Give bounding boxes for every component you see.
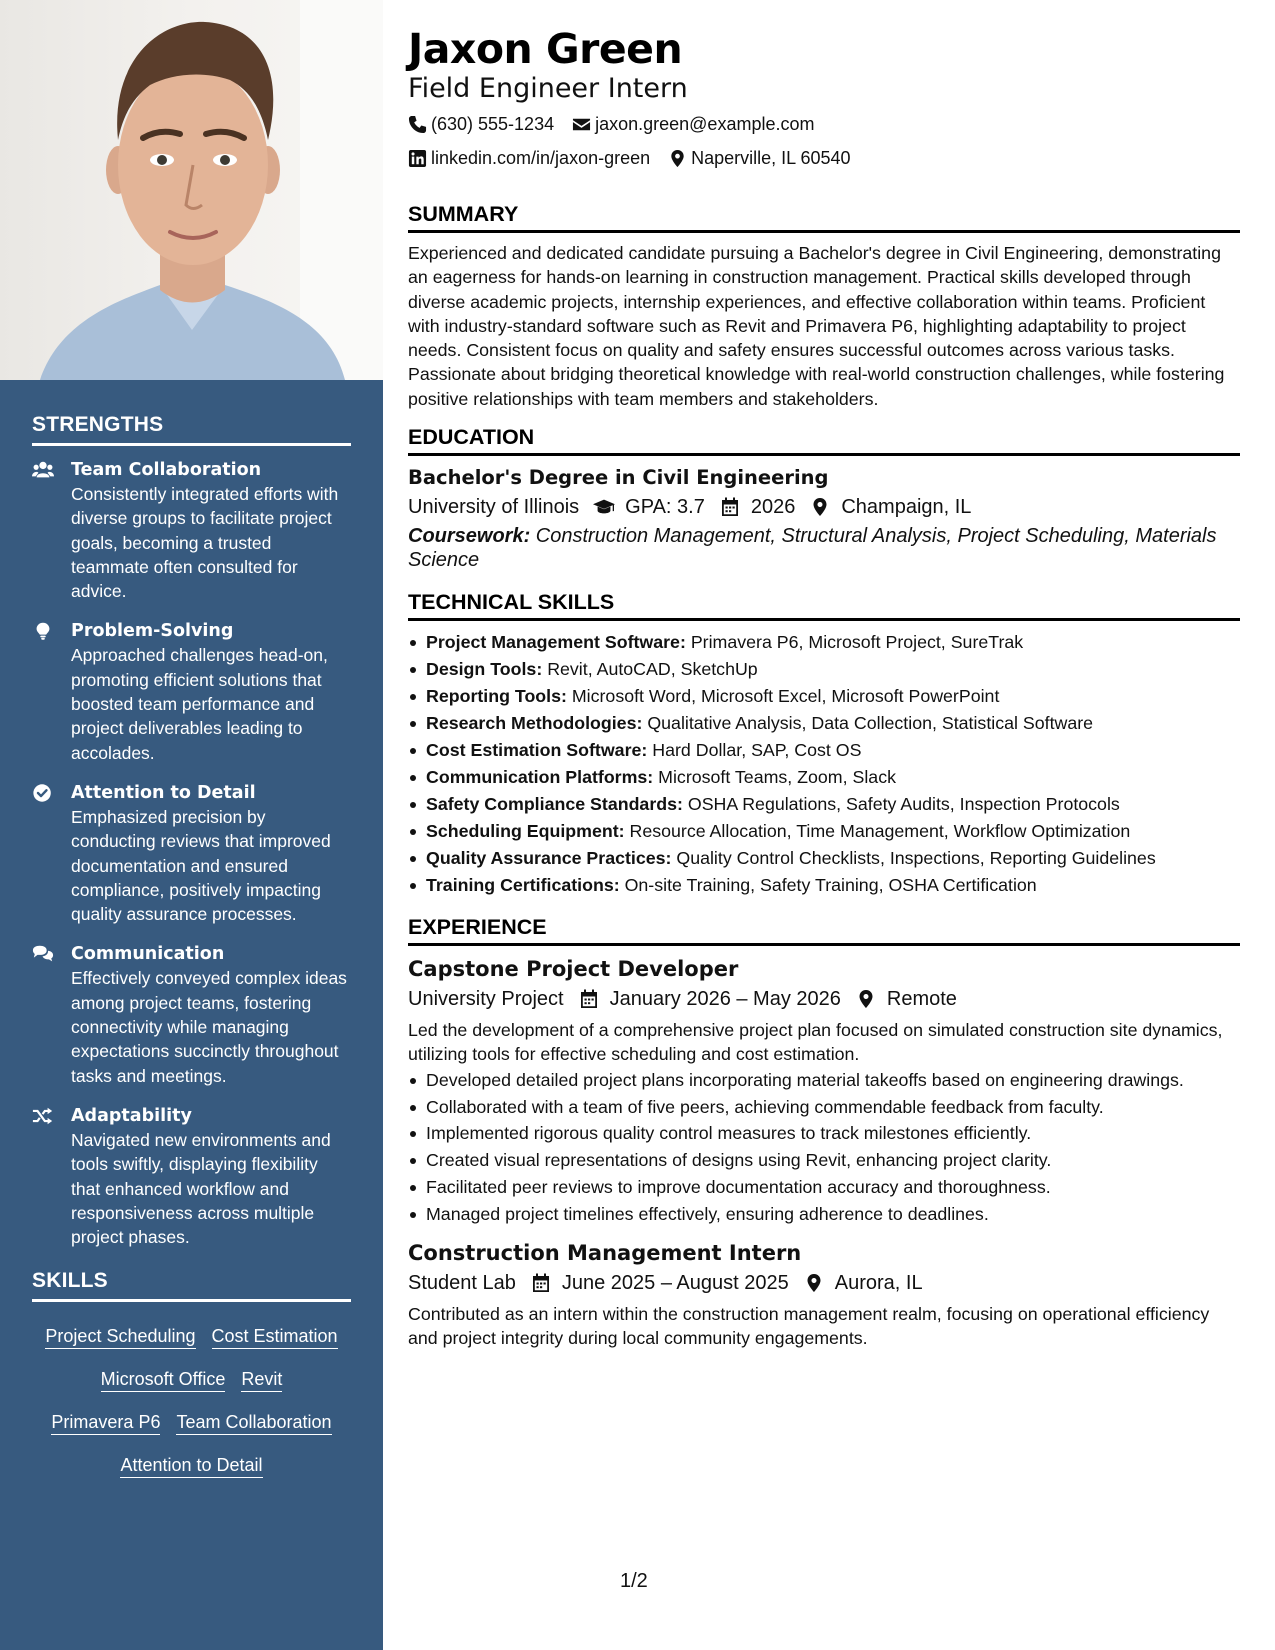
job-description: Led the development of a comprehensive project plan focused on simulated construction site dynamics, utilizing tools for effective scheduling and cost estimation.: [408, 1020, 1223, 1065]
skill-tags: [32, 1314, 351, 1490]
check-circle-icon: [32, 783, 54, 803]
list-item: Project Management Software: Primavera P6, Microsoft Project, SureTrak: [408, 629, 1240, 656]
job-entry: [408, 1238, 1240, 1351]
list-item: Scheduling Equipment: Resource Allocation, Time Management, Workflow Optimization: [408, 818, 1240, 845]
skill-tag: Team Collaboration: [176, 1411, 331, 1435]
job-meta: [408, 984, 1240, 1014]
job-title: Capstone Project Developer: [408, 957, 739, 982]
location-contact: [668, 142, 850, 174]
map-pin-icon: [809, 497, 831, 517]
skill-tag: Microsoft Office: [101, 1368, 226, 1392]
skill-tag: Project Scheduling: [45, 1325, 195, 1349]
contact-row: [408, 142, 1240, 174]
comments-icon: [32, 944, 54, 964]
year-item: [719, 492, 796, 522]
skill-tag: Attention to Detail: [120, 1454, 262, 1478]
year-text: 2026: [750, 496, 796, 519]
linkedin-icon: [408, 149, 427, 168]
list-item: Quality Assurance Practices: Quality Control Checklists, Inspections, Reporting Guidelines: [408, 845, 1240, 872]
strength-title: Team Collaboration: [71, 460, 262, 480]
skill-tag: Revit: [241, 1368, 282, 1392]
strength-item: [32, 1104, 351, 1249]
job-dates: June 2025 – August 2025: [561, 1272, 789, 1295]
strength-text: Consistently integrated efforts with diverse groups to facilitate project goals, becoming a trusted teammate often consulted for advice.: [71, 484, 339, 602]
school-name: University of Illinois: [408, 496, 580, 519]
job-org: University Project: [408, 988, 564, 1011]
edu-location-text: Champaign, IL: [841, 496, 972, 519]
summary-text: Experienced and dedicated candidate pursuing a Bachelor's degree in Civil Engineering, demonstrating an eagerness for hands-on learning in construction management. Practical skills developed through diverse academic projects, internship experiences, and effective collaboration within teams. Proficient with industry-standard software such as Revit and Primavera P6, highlighting adaptability to project needs. Consistent focus on quality and safety ensures successful outcomes across various tasks. Passionate about bridging theoretical knowledge with real-world construction challenges, while fostering positive relationships with team members and stakeholders.: [408, 243, 1225, 409]
calendar-icon: [578, 989, 600, 1009]
phone-contact: [408, 108, 554, 140]
profile-photo: [0, 0, 383, 380]
experience-section: [408, 915, 1240, 1351]
coursework-label: Coursework:: [408, 525, 531, 548]
strength-text: Approached challenges head-on, promoting efficient solutions that boosted team performance and project deliverables leading to accolades.: [71, 645, 328, 763]
job-title: Construction Management Intern: [408, 1241, 802, 1266]
candidate-name: Jaxon Green: [408, 25, 683, 73]
linkedin-contact[interactable]: [408, 142, 650, 174]
sidebar: [0, 0, 383, 1650]
map-pin-icon: [855, 989, 877, 1009]
list-item: Cost Estimation Software: Hard Dollar, SAP, Cost OS: [408, 737, 1240, 764]
list-item: Implemented rigorous quality control measures to track milestones efficiently.: [408, 1120, 1240, 1147]
candidate-role: Field Engineer Intern: [408, 73, 688, 104]
coursework-text: Construction Management, Structural Analysis, Project Scheduling, Materials Science: [408, 525, 1217, 572]
skill-tag: Primavera P6: [51, 1411, 160, 1435]
gpa-item: [593, 492, 705, 522]
technical-skills-title: TECHNICAL SKILLS: [408, 590, 1240, 621]
strength-item: [32, 458, 351, 603]
skills-title: SKILLS: [32, 1269, 351, 1302]
strengths-title: STRENGTHS: [32, 413, 351, 446]
list-item: Reporting Tools: Microsoft Word, Microsoft Excel, Microsoft PowerPoint: [408, 683, 1240, 710]
contact-row: [408, 108, 1240, 140]
list-item: Managed project timelines effectively, ensuring adherence to deadlines.: [408, 1201, 1240, 1228]
location-text: Naperville, IL 60540: [691, 148, 851, 168]
list-item: Facilitated peer reviews to improve documentation accuracy and thoroughness.: [408, 1174, 1240, 1201]
calendar-icon: [530, 1273, 552, 1293]
email-text: jaxon.green@example.com: [595, 114, 815, 134]
list-item: Communication Platforms: Microsoft Teams, Zoom, Slack: [408, 764, 1240, 791]
strength-text: Navigated new environments and tools swiftly, displaying flexibility that enhanced workflow and responsiveness across multiple project phases.: [71, 1129, 331, 1248]
shuffle-icon: [32, 1106, 54, 1126]
summary-title: SUMMARY: [408, 202, 1240, 233]
map-pin-icon: [668, 149, 687, 168]
strength-text: Effectively conveyed complex ideas among project teams, fostering connectivity while managing expectations succinctly throughout tasks and meetings.: [71, 968, 347, 1086]
job-description: Contributed as an intern within the construction management realm, focusing on operational efficiency and project integrity during local community engagements.: [408, 1304, 1210, 1349]
page-number: 1/2: [620, 1570, 648, 1592]
linkedin-text: linkedin.com/in/jaxon-green: [431, 148, 651, 168]
job-entry: [408, 954, 1240, 1228]
strength-item: [32, 619, 351, 764]
main-content: [408, 24, 1240, 1351]
education-meta: [408, 492, 1240, 522]
skill-tag: Cost Estimation: [212, 1325, 338, 1349]
job-location: Remote: [886, 988, 957, 1011]
list-item: Research Methodologies: Qualitative Analysis, Data Collection, Statistical Software: [408, 710, 1240, 737]
job-bullets: [408, 1067, 1240, 1228]
strength-title: Adaptability: [71, 1105, 192, 1126]
email-contact[interactable]: [572, 108, 814, 140]
job-meta: [408, 1268, 1240, 1298]
list-item: Safety Compliance Standards: OSHA Regulations, Safety Audits, Inspection Protocols: [408, 791, 1240, 818]
strength-item: [32, 942, 351, 1087]
education-title: EDUCATION: [408, 425, 1240, 456]
technical-skills-list: [408, 629, 1240, 899]
list-item: Collaborated with a team of five peers, achieving commendable feedback from faculty.: [408, 1094, 1240, 1121]
list-item: Created visual representations of designs using Revit, enhancing project clarity.: [408, 1147, 1240, 1174]
envelope-icon: [572, 115, 591, 134]
users-icon: [32, 460, 54, 480]
list-item: Design Tools: Revit, AutoCAD, SketchUp: [408, 656, 1240, 683]
job-location-item: [803, 1268, 923, 1298]
list-item: Training Certifications: On-site Training, Safety Training, OSHA Certification: [408, 872, 1240, 899]
education-section: [408, 425, 1240, 572]
job-location-item: [855, 984, 957, 1014]
strength-item: [32, 781, 351, 926]
job-dates-item: [530, 1268, 789, 1298]
phone-icon: [408, 115, 427, 134]
map-pin-icon: [803, 1273, 825, 1293]
gpa-text: GPA: 3.7: [625, 496, 705, 519]
coursework: [408, 524, 1240, 572]
job-location: Aurora, IL: [834, 1272, 923, 1295]
job-dates-item: [578, 984, 841, 1014]
calendar-icon: [719, 497, 741, 517]
strength-title: Communication: [71, 944, 225, 965]
graduation-cap-icon: [593, 497, 615, 517]
lightbulb-icon: [32, 621, 54, 641]
phone-text: (630) 555-1234: [431, 114, 555, 134]
job-dates: January 2026 – May 2026: [609, 988, 841, 1011]
experience-title: EXPERIENCE: [408, 915, 1240, 946]
technical-skills-section: [408, 590, 1240, 899]
list-item: Developed detailed project plans incorporating material takeoffs based on engineering drawings.: [408, 1067, 1240, 1094]
strength-title: Attention to Detail: [71, 782, 256, 803]
education-degree: Bachelor's Degree in Civil Engineering: [408, 466, 829, 490]
strength-title: Problem-Solving: [71, 621, 234, 642]
summary-section: [408, 202, 1240, 411]
job-org: Student Lab: [408, 1272, 516, 1295]
strength-text: Emphasized precision by conducting reviews that improved documentation and ensured compliance, positively impacting quality assurance processes.: [71, 806, 331, 925]
edu-location-item: [809, 492, 971, 522]
